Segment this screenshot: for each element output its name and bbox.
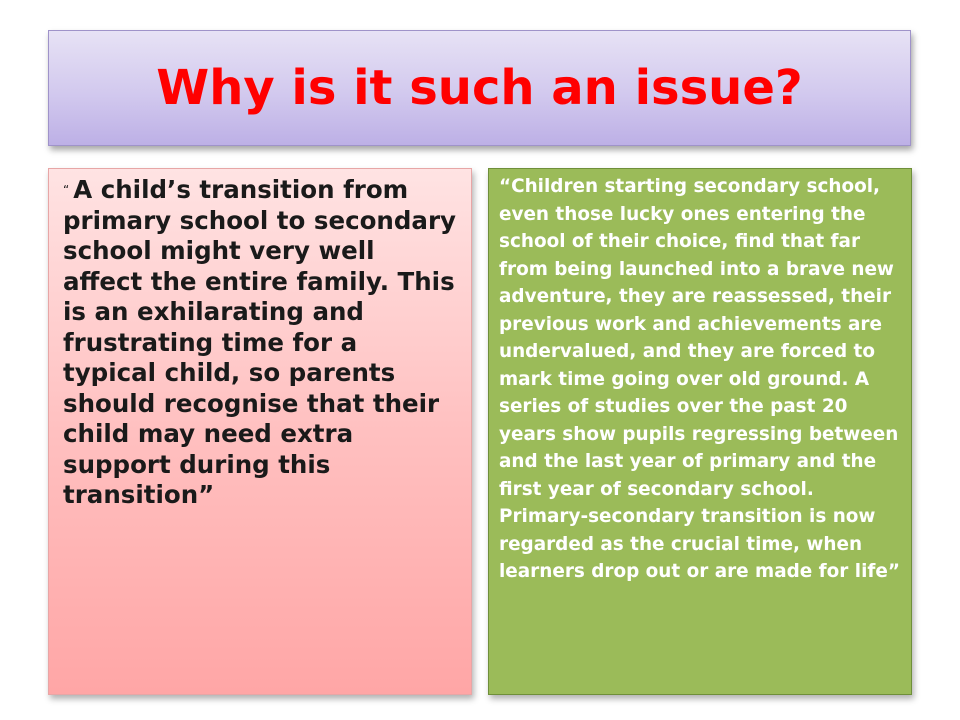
left-open-quote: “ — [63, 183, 70, 197]
left-quote-body: A child’s transition from primary school to secondary school might very well affect the entire family. This is an exhilarating and frustrating time for a typical child, so parents should recognise that their child may need extra support during this transition” — [63, 175, 456, 509]
right-quote-box — [488, 168, 912, 695]
left-quote-text — [63, 175, 457, 511]
right-quote-text: “Children starting secondary school, even those lucky ones entering the school of their choice, find that far from being launched into a brave new adventure, they are reassessed, their previous work and achievements are undervalued, and they are forced to mark time going over old ground. A series of studies over the past 20 years show pupils regressing between and the last year of primary and the first year of secondary school. Primary-secondary transition is now regarded as the crucial time, when learners drop out or are made for life” — [499, 176, 900, 582]
title-box — [48, 30, 911, 146]
left-quote-box — [48, 168, 472, 695]
slide-title: Why is it such an issue? — [156, 60, 803, 116]
